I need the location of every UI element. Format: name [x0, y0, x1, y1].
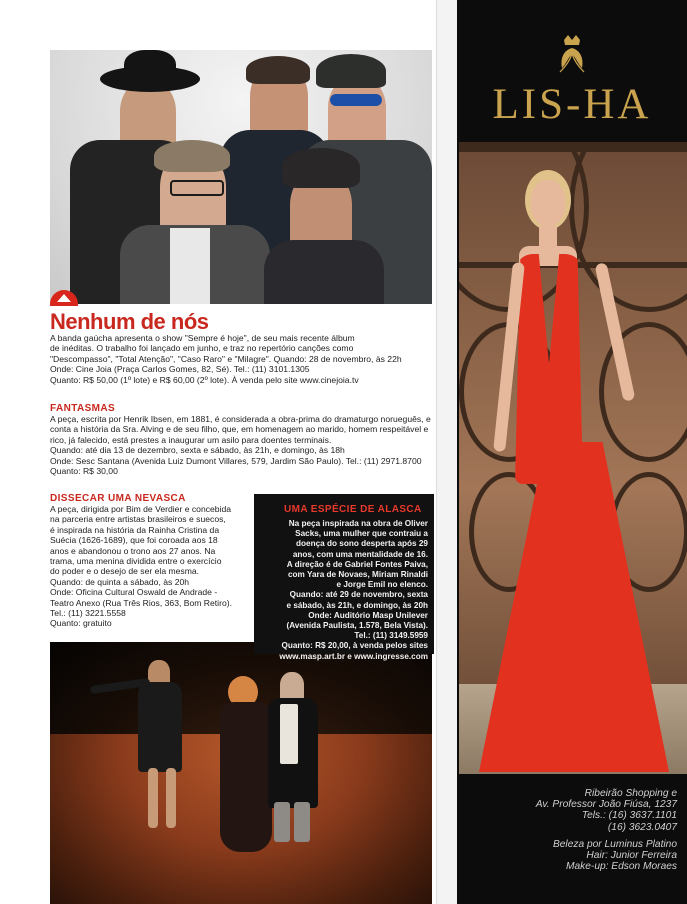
address-line: Tels.: (16) 3637.1101 — [581, 810, 677, 822]
nenhum-line: "Descompasso", "Total Atenção", "Caso Raro" e "Milagre". Quando: 28 de novembro, às 22h — [50, 353, 402, 364]
nenhum-line: Quanto: R$ 50,00 (1º lote) e R$ 60,00 (2º lote). À venda pelo site www.cinejoia.tv — [50, 374, 359, 385]
crown-logo-icon — [554, 34, 590, 74]
dissecar-section — [50, 493, 250, 629]
address-line: Ribeirão Shopping e — [584, 788, 677, 799]
alasca-line: Quanto: R$ 20,00, à venda pelos sites — [281, 641, 428, 651]
credit-line: Make-up: Edson Moraes — [566, 861, 677, 873]
dissecar-line: na parceria entre artistas brasileiros e suecos, — [50, 514, 226, 525]
alasca-line: A direção é de Gabriel Fontes Paiva, — [286, 559, 428, 569]
dissecar-line: Suécia (1626-1689), que foi coroada aos 18 — [50, 535, 218, 546]
nenhum-line: Onde: Cine Joia (Praça Carlos Gomes, 82, Sé). Tel.: (11) 3101.1305 — [50, 364, 310, 375]
dissecar-line: Teatro Anexo (Rua Três Rios, 363, Bom Retiro). — [50, 597, 232, 608]
credit-line: Beleza por Luminus Platino — [552, 839, 677, 850]
fantasmas-section — [50, 403, 434, 476]
alasca-line: doença do sono desperta após 29 — [296, 539, 428, 549]
nenhum-title: Nenhum de nós — [50, 309, 209, 334]
dissecar-line: Quanto: gratuito — [50, 618, 112, 629]
dissecar-line: trama, uma menina dividida entre o exercício — [50, 556, 222, 567]
alasca-line: Sacks, uma mulher que contraiu a — [295, 529, 428, 539]
alasca-line: Tel.: (11) 3149.5959 — [354, 631, 428, 641]
alasca-box — [254, 494, 434, 661]
credits — [457, 839, 677, 873]
nenhum-line: A banda gaúcha apresenta o show "Sempre é hoje", de seu mais recente álbum — [50, 333, 355, 343]
alasca-line: com Yara de Novaes, Miriam Rinaldi — [287, 570, 428, 580]
address-line: (16) 3623.0407 — [607, 821, 677, 833]
fantasmas-line: conta a história da Sra. Alving e de seu filho, que, em homenagem ao marido, homem respeitável e — [50, 424, 429, 435]
page-gutter — [436, 0, 457, 904]
alasca-line: Na peça inspirada na obra de Oliver — [288, 519, 428, 528]
dissecar-line: Onde: Oficina Cultural Oswald de Andrade - — [50, 587, 218, 598]
nenhum-body — [50, 333, 434, 385]
lisha-logo: LIS-HA — [492, 81, 652, 128]
fantasmas-line: A peça, escrita por Henrik Ibsen, em 1881, é considerada a obra-prima do dramaturgo norueguês, e — [50, 414, 431, 424]
alasca-line: www.masp.art.br e www.ingresse.com — [279, 651, 428, 661]
alasca-line: anos, com uma mentalidade de 16. — [292, 549, 428, 559]
fantasmas-line: rico, já falecido, está prestes a inaugurar um asilo para doentes terminais. — [50, 434, 332, 445]
alasca-line: e sábado, às 21h, e domingo, às 20h — [286, 600, 428, 610]
alasca-line: Quando: até 29 de novembro, sexta — [289, 590, 428, 600]
alasca-body — [258, 519, 428, 662]
alasca-title-wrap — [284, 504, 422, 515]
store-address — [457, 788, 677, 833]
alasca-title: UMA ESPÉCIE DE ALASCA — [284, 504, 422, 515]
dissecar-line: anos e abandonou o trono aos 27 anos. Na — [50, 545, 216, 556]
band-photo — [50, 50, 432, 304]
lisha-advertisement — [457, 0, 687, 904]
fantasmas-line: Quanto: R$ 30,00 — [50, 466, 118, 477]
address-line: Av. Professor João Fiúsa, 1237 — [535, 799, 677, 811]
stage-photo — [50, 642, 432, 904]
fantasmas-line: Quando: até dia 13 de dezembro, sexta e sábado, às 21h, e domingo, às 18h — [50, 445, 345, 456]
nenhum-line: de inéditas. O trabalho foi lançado em junho, e traz no repertório canções como — [50, 343, 354, 354]
alasca-line: (Avenida Paulista, 1.578, Bela Vista). — [286, 621, 428, 631]
dissecar-line: Tel.: (11) 3221.5558 — [50, 608, 126, 619]
alasca-line: e Jorge Emil no elenco. — [336, 580, 428, 590]
alasca-line: Onde: Auditório Masp Unilever — [308, 610, 428, 620]
fantasmas-line: Onde: Sesc Santana (Avenida Luiz Dumont Villares, 579, Jardim São Paulo). Tel.: (11) 2971.8700 — [50, 455, 422, 466]
model-photo — [459, 142, 687, 774]
dissecar-line: é inspirada na história da Rainha Cristina da — [50, 524, 220, 535]
dissecar-line: Quando: de quinta a sábado, às 20h — [50, 576, 190, 587]
dissecar-line: do poder e o desejo de ser ela mesma. — [50, 566, 200, 577]
dissecar-line: A peça, dirigida por Bim de Verdier e concebida — [50, 504, 232, 514]
dissecar-title: DISSECAR UMA NEVASCA — [50, 493, 186, 504]
fantasmas-title: FANTASMAS — [50, 403, 116, 414]
credit-line: Hair: Junior Ferreira — [586, 850, 677, 862]
